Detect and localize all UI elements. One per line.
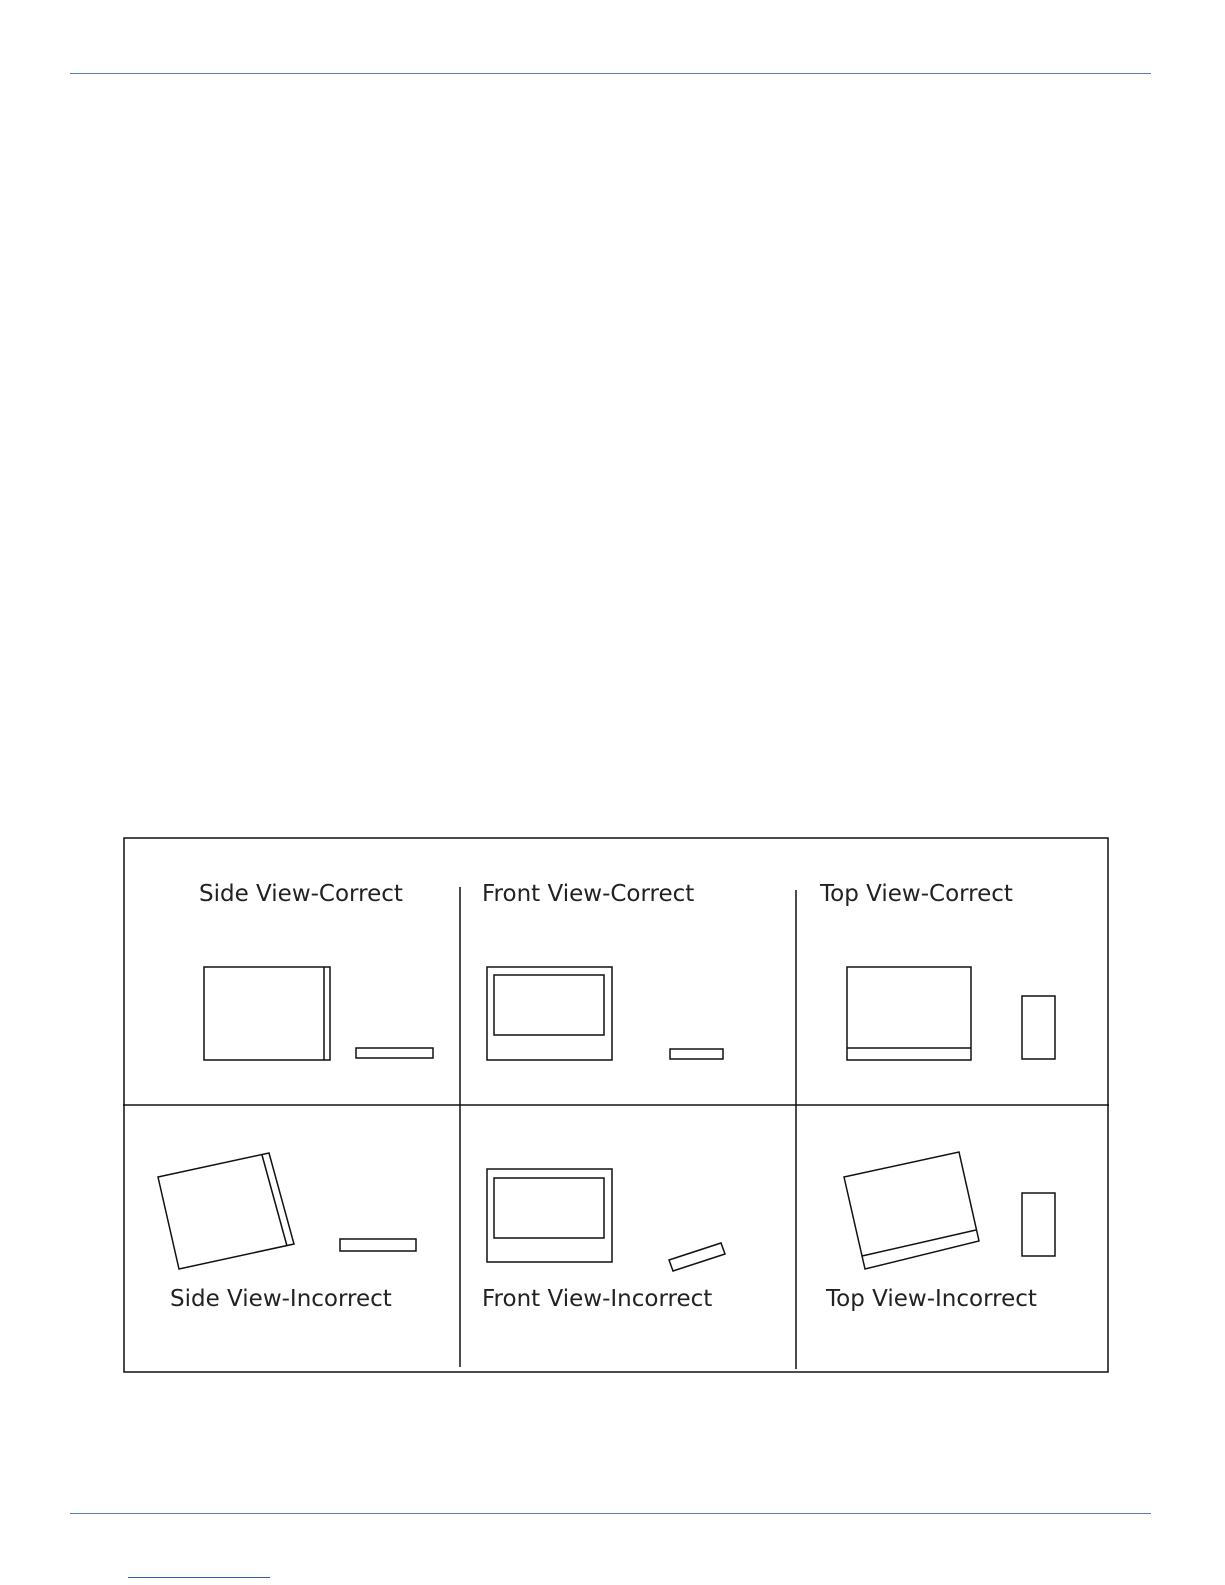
orientation-figure [123, 837, 1109, 1373]
footer-link-underline[interactable] [128, 1577, 270, 1578]
footer-rule [70, 1513, 1151, 1514]
side-correct-drawing [204, 967, 433, 1060]
caption-front-incorrect: Front View-Incorrect [482, 1286, 713, 1312]
top-incorrect-drawing [844, 1152, 1055, 1269]
caption-top-correct: Top View-Correct [820, 881, 1013, 907]
caption-top-incorrect: Top View-Incorrect [826, 1286, 1037, 1312]
header-rule [70, 73, 1151, 74]
caption-side-incorrect: Side View-Incorrect [170, 1286, 392, 1312]
front-incorrect-drawing [487, 1169, 725, 1271]
caption-front-correct: Front View-Correct [482, 881, 695, 907]
side-incorrect-drawing [158, 1153, 416, 1269]
caption-side-correct: Side View-Correct [199, 881, 403, 907]
top-correct-drawing [847, 967, 1055, 1060]
front-correct-drawing [487, 967, 723, 1060]
